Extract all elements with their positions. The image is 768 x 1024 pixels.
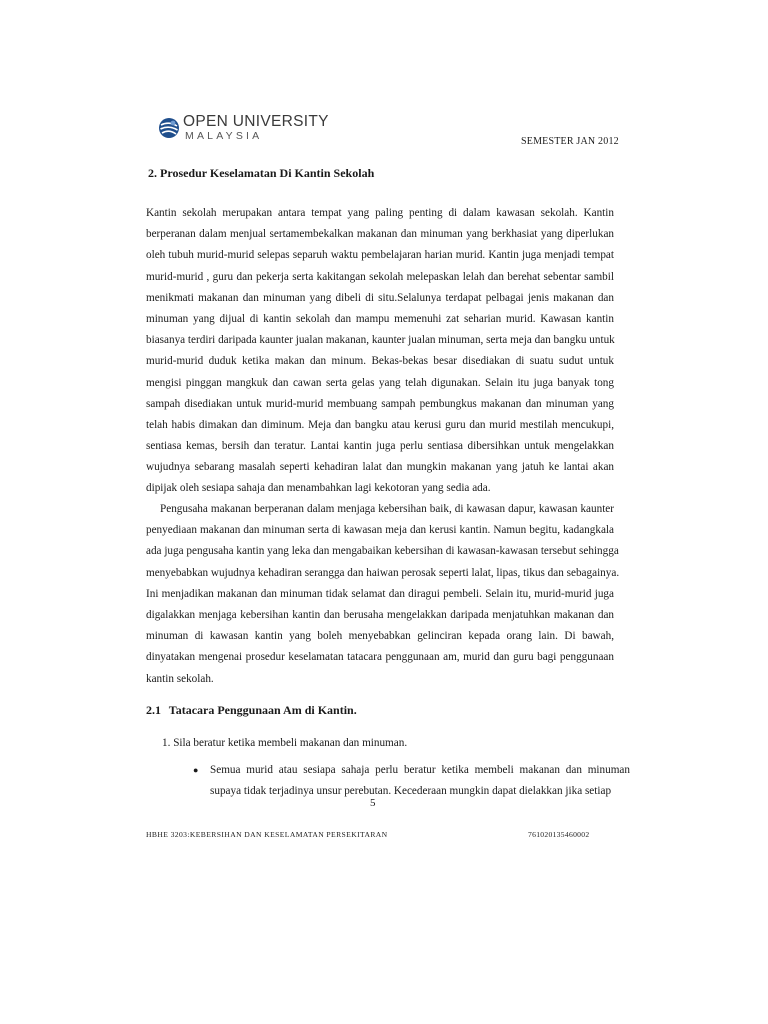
subsection-heading <box>146 703 357 718</box>
text-line: menikmati makanan dan minuman yang dibeli di situ.Selalunya terdapat pelbagai jenis makanan dan <box>146 291 614 304</box>
globe-logo-icon <box>158 117 180 139</box>
text-line: biasanya terdiri daripada kaunter jualan makanan, kaunter jualan minuman, serta meja dan bangku untuk <box>146 334 615 347</box>
footer-id: 761020135460002 <box>528 830 590 839</box>
subsection-number: 2.1 <box>146 703 161 717</box>
text-line: dipijak oleh sesiapa sahaja dan menambahkan lagi kekotoran yang sedia ada. <box>146 482 491 495</box>
text-line: Semua murid atau sesiapa sahaja perlu beratur ketika membeli makanan dan minuman <box>210 764 630 776</box>
text-line: murid-murid duduk ketika makan dan minum. Bekas-bekas besar disediakan di suatu sudut untuk <box>146 355 614 368</box>
text-line: mengisi pinggan mangkuk dan cawan serta gelas yang telah digunakan. Selain itu juga banyak tong <box>146 376 614 389</box>
text-line: Ini menjadikan makanan dan minuman tidak selamat dan diragui pembeli. Selain itu, murid-murid juga <box>146 587 614 600</box>
text-line: minuman di kawasan kantin yang boleh menyebabkan gelinciran kepada orang lain. Di bawah, <box>146 630 614 643</box>
logo-title: OPEN UNIVERSITY <box>183 113 329 130</box>
text-line: minuman yang dijual di kantin sekolah dan mampu memenuhi zat seharian murid. Kawasan kantin <box>146 312 614 325</box>
text-line: supaya tidak terjadinya unsur perebutan. Kecederaan mungkin dapat dielakkan jika setiap <box>210 785 612 798</box>
text-line: wujudnya sebarang masalah seperti kehadiran lalat dan mungkin makanan yang jatuh ke lantai akan <box>146 461 614 474</box>
text-line: Kantin sekolah merupakan antara tempat yang paling penting di dalam kawasan sekolah. Kantin <box>146 207 614 219</box>
text-line: dinyatakan mengenai prosedur keselamatan tatacara penggunaan am, murid dan guru bagi penggunaan <box>146 651 614 664</box>
text-line: sentiasa kemas, bersih dan teratur. Lantai kantin juga perlu sentiasa dibersihkan untuk mengelakkan <box>146 440 614 453</box>
page-number: 5 <box>370 797 376 809</box>
text-line: berperanan dalam menjual sertamembekalkan makanan dan minuman yang berkhasiat yang diperlukan <box>146 228 614 241</box>
text-line: telah habis dimakan dan diminum. Meja dan bangku atau kerusi guru dan murid mestilah mencukupi, <box>146 418 614 431</box>
footer-course: HBHE 3203:KEBERSIHAN DAN KESELAMATAN PERSEKITARAN <box>146 830 388 839</box>
text-line: menyebabkan wujudnya kehadiran serangga dan haiwan perosak seperti lalat, lipas, tikus dan sebagainya. <box>146 566 620 579</box>
text-line: penyediaan makanan dan minuman serta di kawasan meja dan kerusi kantin. Namun begitu, kadangkala <box>146 524 614 537</box>
section-heading: 2. Prosedur Keselamatan Di Kantin Sekolah <box>148 166 375 180</box>
text-line: kantin sekolah. <box>146 672 214 685</box>
paragraph-2 <box>146 499 620 690</box>
list-item: 1. Sila beratur ketika membeli makanan dan minuman. <box>162 737 408 749</box>
bullet-dot-icon: ● <box>193 765 199 775</box>
paragraph-1 <box>146 203 614 500</box>
text-line: murid-murid , guru dan pekerja serta kakitangan sekolah melepaskan lelah dan berehat sebentar sambil <box>146 270 614 283</box>
semester-label: SEMESTER JAN 2012 <box>521 136 619 147</box>
text-line: Pengusaha makanan berperanan dalam menjaga kebersihan baik, di kawasan dapur, kawasan kaunter <box>160 503 614 515</box>
text-line: ada juga pengusaha kantin yang leka dan mengabaikan kebersihan di kawasan-kawasan tersebut sehingga <box>146 545 619 558</box>
text-line: oleh tubuh murid-murid selepas separuh waktu pembelajaran harian murid. Kantin juga menjadi tempat <box>146 249 614 262</box>
text-line: digalakkan menjaga kebersihan kantin dan berusaha mengelakkan daripada menjatuhkan makanan dan <box>146 608 614 621</box>
text-line: sampah disediakan untuk murid-murid membuang sampah pembungkus makanan dan minuman yang <box>146 397 614 410</box>
university-logo <box>158 114 329 141</box>
subsection-title: Tatacara Penggunaan Am di Kantin. <box>168 703 357 717</box>
logo-subtitle: MALAYSIA <box>185 129 263 142</box>
